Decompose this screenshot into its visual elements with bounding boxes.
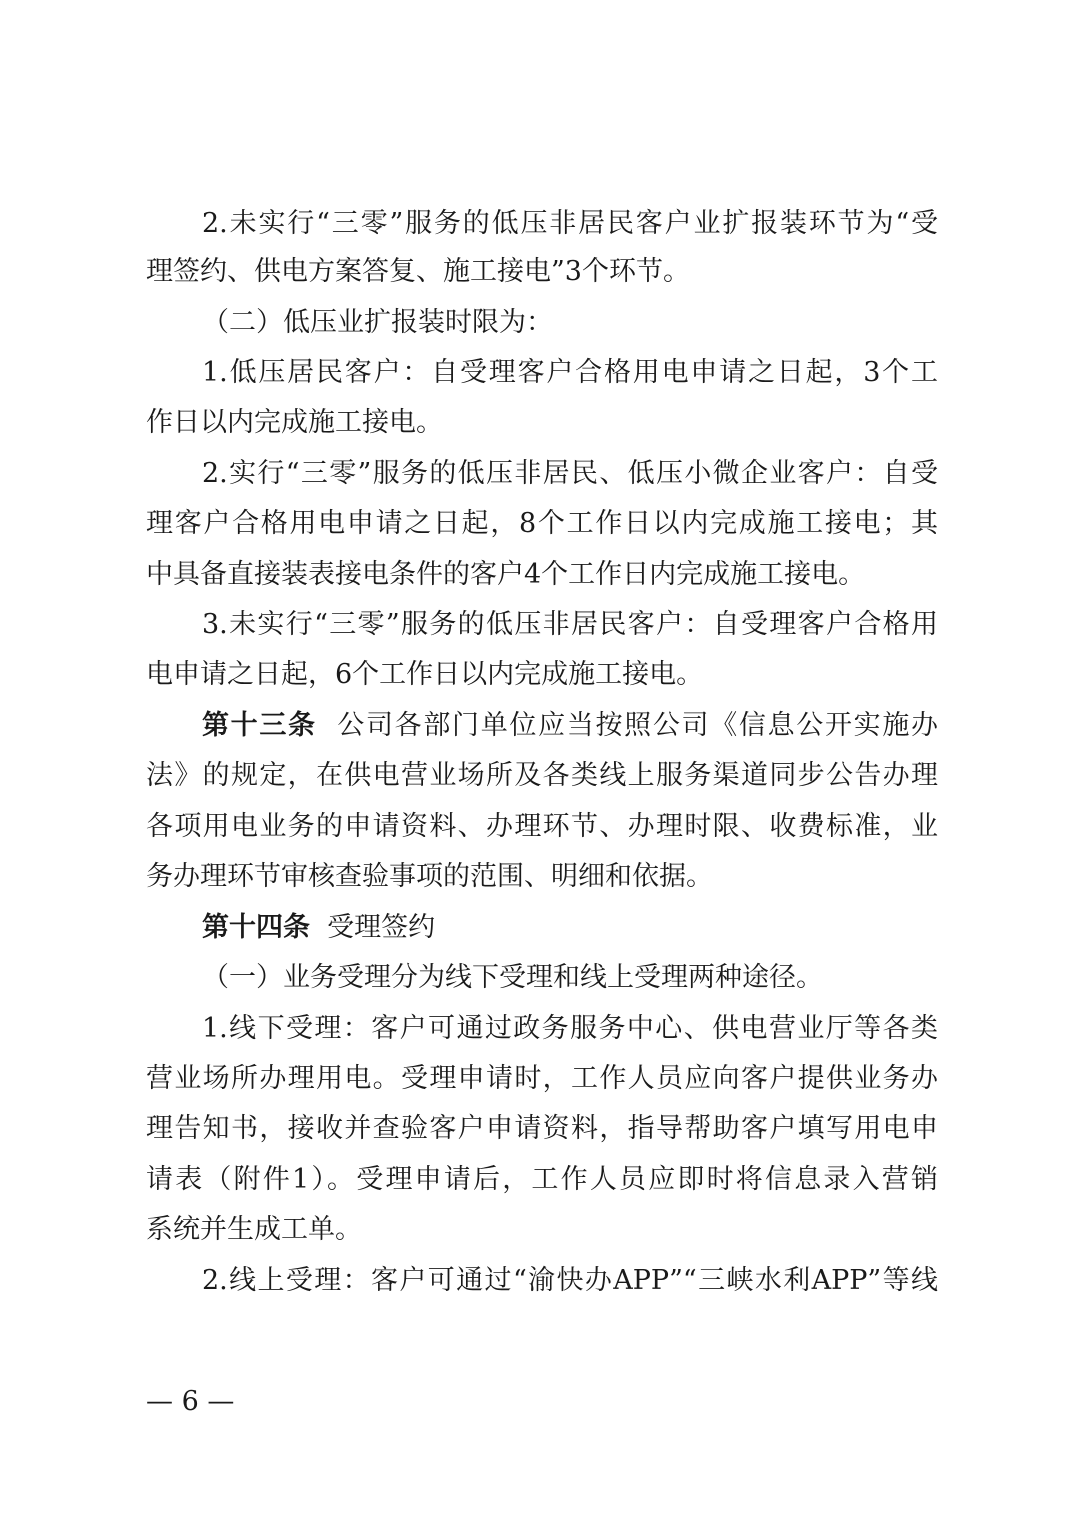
text-line: （一）业务受理分为线下受理和线上受理两种途径。 <box>202 962 823 993</box>
text-line: 理签约、供电方案答复、施工接电”3个环节。 <box>146 256 690 287</box>
text-line: 请表（附件1）。受理申请后，工作人员应即时将信息录入营销 <box>146 1164 938 1195</box>
article-heading: 第十四条 <box>202 912 310 943</box>
text-line: 1.线下受理：客户可通过政务服务中心、供电营业厅等各类 <box>202 1013 938 1044</box>
text-line: 作日以内完成施工接电。 <box>146 407 443 438</box>
article-13-line <box>202 708 938 744</box>
text-line: 中具备直接装表接电条件的客户4个工作日内完成施工接电。 <box>146 559 866 590</box>
text-line: 2.实行“三零”服务的低压非居民、低压小微企业客户：自受 <box>202 458 938 489</box>
text-line: 理告知书，接收并查验客户申请资料，指导帮助客户填写用电申 <box>146 1113 938 1144</box>
text-line: （二）低压业扩报装时限为： <box>202 307 553 338</box>
text-line: 理客户合格用电申请之日起，8个工作日以内完成施工接电；其 <box>146 508 938 539</box>
text-line: 2.线上受理：客户可通过“渝快办APP”“三峡水利APP”等线 <box>202 1265 938 1296</box>
text-line: 法》的规定，在供电营业场所及各类线上服务渠道同步公告办理 <box>146 760 938 791</box>
text-line: 电申请之日起，6个工作日以内完成施工接电。 <box>146 659 704 690</box>
text-line: 系统并生成工单。 <box>146 1214 362 1245</box>
text-span: 公司各部门单位应当按照公司《信息公开实施办 <box>337 710 938 741</box>
text-line: 1.低压居民客户：自受理客户合格用电申请之日起，3个工 <box>202 357 938 388</box>
article-heading: 第十三条 <box>202 710 317 741</box>
page-number: — 6 — <box>146 1386 235 1417</box>
text-line: 务办理环节审核查验事项的范围、明细和依据。 <box>146 861 713 892</box>
text-line: 营业场所办理用电。受理申请时，工作人员应向客户提供业务办 <box>146 1063 938 1094</box>
text-span: 受理签约 <box>327 912 436 943</box>
text-line: 2.未实行“三零”服务的低压非居民客户业扩报装环节为“受 <box>202 208 938 239</box>
text-line: 3.未实行“三零”服务的低压非居民客户：自受理客户合格用 <box>202 609 938 640</box>
text-line: 各项用电业务的申请资料、办理环节、办理时限、收费标准，业 <box>146 811 938 842</box>
article-14-line <box>202 910 938 946</box>
